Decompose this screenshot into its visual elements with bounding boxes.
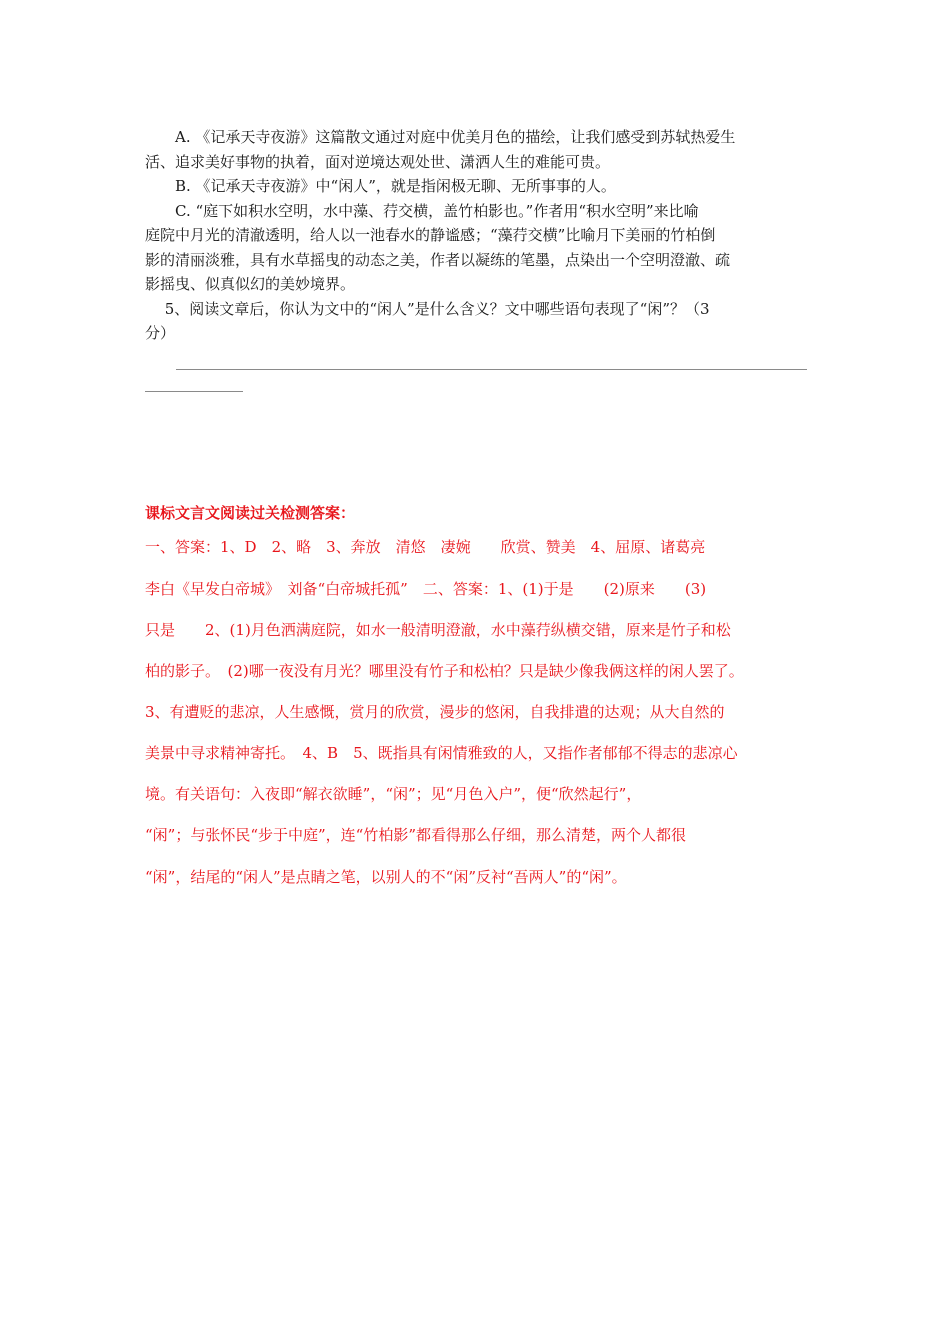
- answer-line-5: 3、有遭贬的悲凉，人生感慨，赏月的欣赏，漫步的悠闲，自我排遣的达观；从大自然的: [145, 703, 725, 721]
- answers-heading: 课标文言文阅读过关检测答案：: [145, 504, 356, 522]
- answer-line-1: 一、答案：1、D 2、略 3、奔放 清悠 凄婉 欣赏、赞美 4、屈原、诸葛亮: [145, 538, 706, 556]
- answer-line-4: 柏的影子。 (2)哪一夜没有月光？哪里没有竹子和松柏？只是缺少像我俩这样的闲人罢了。: [145, 662, 744, 680]
- option-c-line-4: 影摇曳、似真似幻的美妙境界。: [145, 275, 356, 293]
- question-5-line-2: 分）: [145, 324, 176, 342]
- option-a-line-2: 活、追求美好事物的执着，面对逆境达观处世、潇洒人生的难能可贵。: [145, 153, 611, 171]
- answer-line-7: 境。有关语句：入夜即“解衣欲睡”，“闲”；见“月色入户”，便“欣然起行”，: [145, 785, 642, 803]
- option-b-line-1: B. 《记承天寺夜游》中“闲人”，就是指闲极无聊、无所事事的人。: [145, 177, 616, 195]
- answer-line-8: “闲”；与张怀民“步于中庭”，连“竹柏影”都看得那么仔细，那么清楚，两个人都很: [145, 826, 687, 844]
- question-5-line-1: 5、阅读文章后，你认为文中的“闲人”是什么含义？文中哪些语句表现了“闲”？（3: [145, 300, 710, 318]
- option-c-line-2: 庭院中月光的清澈透明，给人以一池春水的静谧感；“藻荇交横”比喻月下美丽的竹柏倒: [145, 226, 716, 244]
- option-c-line-1: C. “庭下如积水空明，水中藻、荇交横，盖竹柏影也。”作者用“积水空明”来比喻: [145, 202, 699, 220]
- answer-line-3: 只是 2、(1)月色洒满庭院，如水一般清明澄澈，水中藻荇纵横交错，原来是竹子和松: [145, 621, 731, 639]
- answer-line-6: 美景中寻求精神寄托。 4、B 5、既指具有闲情雅致的人，又指作者郁郁不得志的悲凉心: [145, 744, 738, 762]
- answer-line-2: 李白《早发白帝城》 刘备“白帝城托孤” 二、答案：1、(1)于是 (2)原来 (3): [145, 580, 707, 598]
- answer-line-9: “闲”，结尾的“闲人”是点睛之笔，以别人的不“闲”反衬“吾两人”的“闲”。: [145, 868, 627, 886]
- option-c-line-3: 影的清丽淡雅，具有水草摇曳的动态之美，作者以凝练的笔墨，点染出一个空明澄澈、疏: [145, 251, 731, 269]
- answer-blank-line-1[interactable]: [176, 369, 807, 370]
- answer-blank-line-2[interactable]: [145, 391, 243, 392]
- option-a-line-1: A. 《记承天寺夜游》这篇散文通过对庭中优美月色的描绘，让我们感受到苏轼热爱生: [145, 128, 736, 146]
